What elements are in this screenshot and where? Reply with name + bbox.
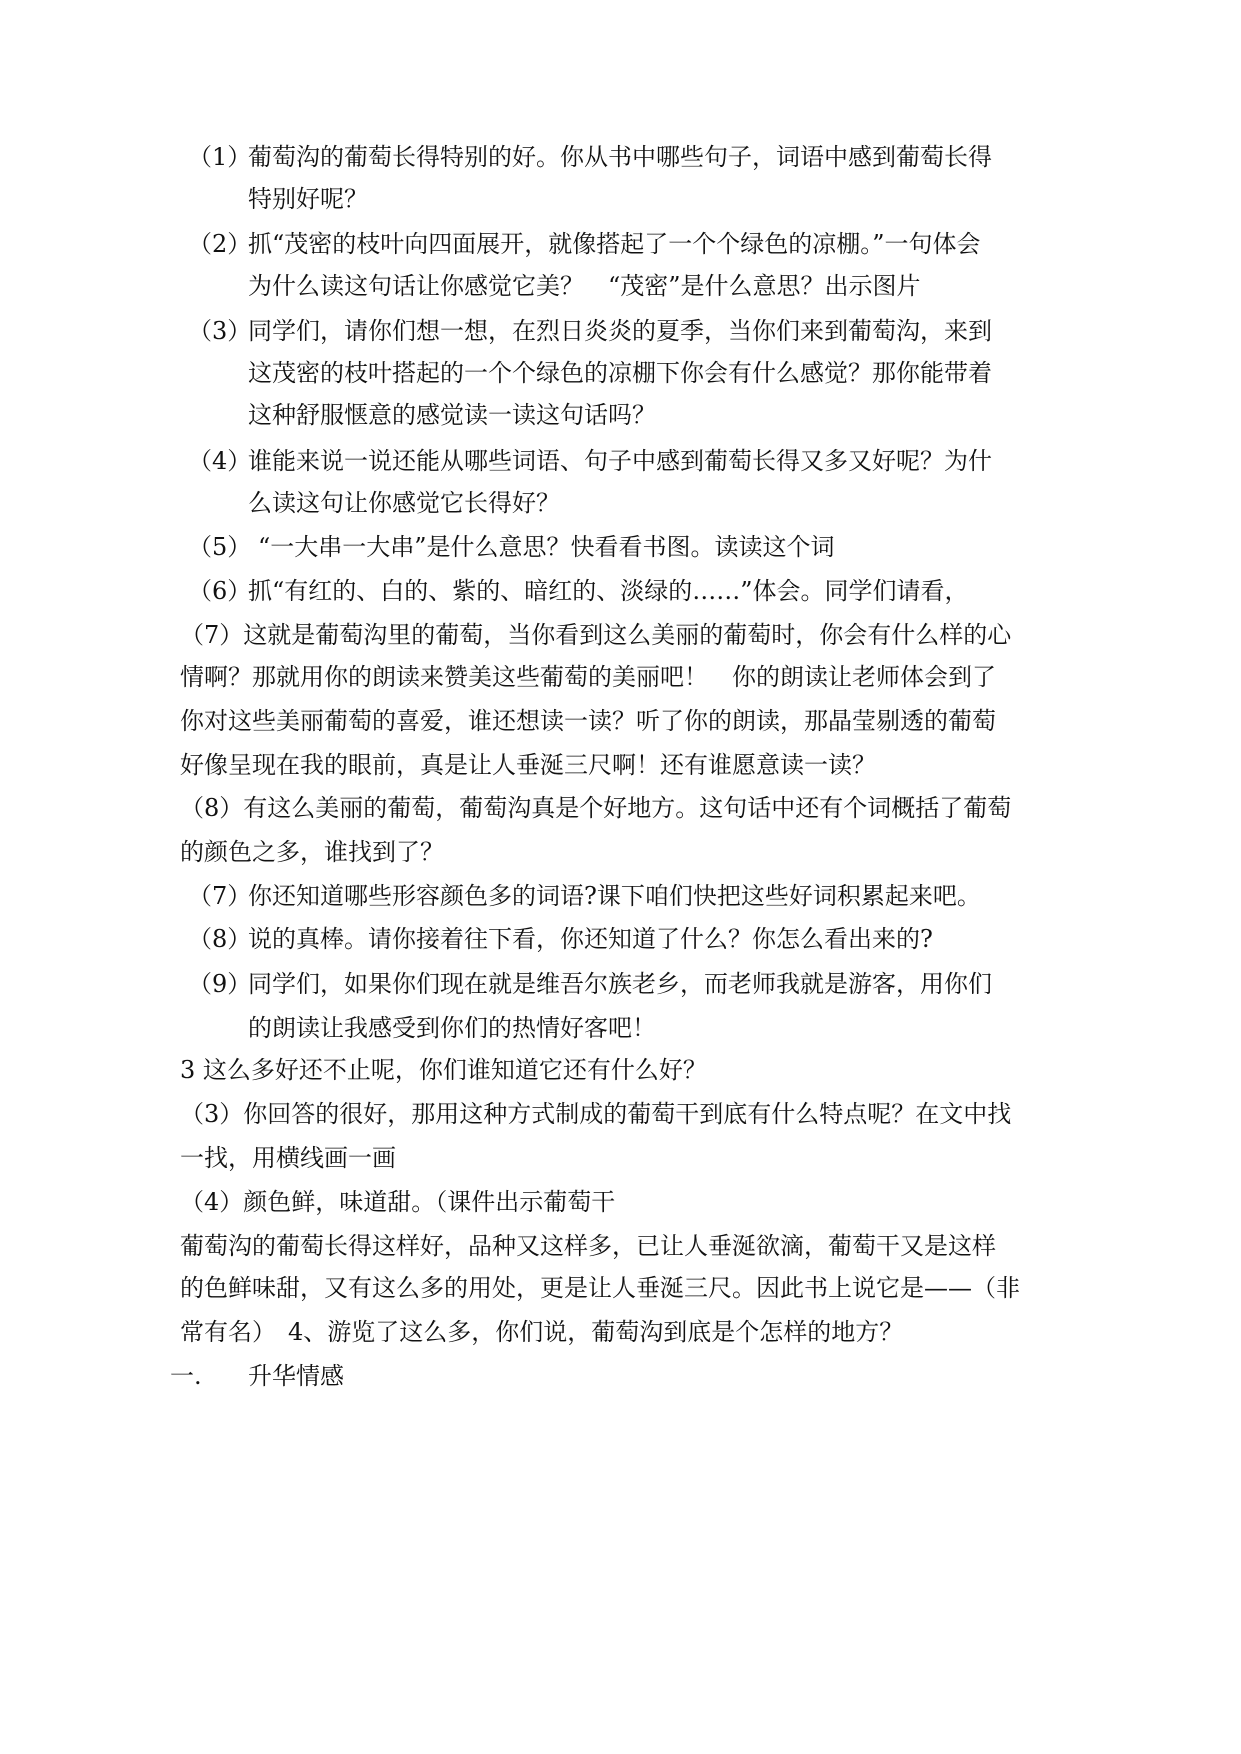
list-item-line: 的朗读让我感受到你们的热情好客吧！ <box>248 1014 656 1042</box>
list-item-line: 抓“茂密的枝叶向四面展开，就像搭起了一个个绿色的凉棚。”一句体会 <box>248 230 981 258</box>
paragraph-line: 葡萄沟的葡萄长得这样好，品种又这样多，已让人垂涎欲滴，葡萄干又是这样 <box>180 1232 996 1260</box>
list-item-line: 说的真棒。请你接着往下看，你还知道了什么？你怎么看出来的? <box>248 925 933 953</box>
list-item-number: （3） <box>188 317 252 345</box>
list-item-number: （4） <box>188 447 252 475</box>
paragraph-line: （3）你回答的很好，那用这种方式制成的葡萄干到底有什么特点呢？在文中找 <box>180 1100 1012 1128</box>
paragraph-line: （4）颜色鲜，味道甜。（课件出示葡萄干 <box>180 1188 616 1216</box>
list-item-line: 谁能来说一说还能从哪些词语、句子中感到葡萄长得又多又好呢？为什 <box>248 447 992 475</box>
paragraph-line: （7）这就是葡萄沟里的葡萄，当你看到这么美丽的葡萄时，你会有什么样的心 <box>180 621 1012 649</box>
paragraph-line: （8）有这么美丽的葡萄，葡萄沟真是个好地方。这句话中还有个词概括了葡萄 <box>180 794 1012 822</box>
paragraph-line: 一找，用横线画一画 <box>180 1144 396 1172</box>
list-item-line: 特别好呢？ <box>248 185 368 213</box>
list-item-line: 同学们，如果你们现在就是维吾尔族老乡，而老师我就是游客，用你们 <box>248 970 992 998</box>
paragraph-line: 你对这些美丽葡萄的喜爱，谁还想读一读？听了你的朗读，那晶莹剔透的葡萄 <box>180 707 996 735</box>
section-heading: 升华情感 <box>248 1362 344 1390</box>
list-item-line: “一大串一大串”是什么意思？快看看书图。读读这个词 <box>258 533 835 561</box>
list-item-number: （6） <box>188 577 252 605</box>
list-item-line: 抓“有红的、白的、紫的、暗红的、淡绿的……”体会。同学们请看， <box>248 577 969 605</box>
section-heading-number: 一. <box>170 1362 202 1390</box>
list-item-line: 为什么读这句话让你感觉它美？ “茂密”是什么意思？出示图片 <box>248 272 921 300</box>
paragraph-line: 常有名） 4、游览了这么多，你们说，葡萄沟到底是个怎样的地方？ <box>180 1318 904 1346</box>
list-item-line: 这茂密的枝叶搭起的一个个绿色的凉棚下你会有什么感觉？那你能带着 <box>248 359 992 387</box>
list-item-line: 你还知道哪些形容颜色多的词语?课下咱们快把这些好词积累起来吧。 <box>248 882 981 910</box>
list-item-line: 葡萄沟的葡萄长得特别的好。你从书中哪些句子，词语中感到葡萄长得 <box>248 143 992 171</box>
paragraph-line: 3 这么多好还不止呢，你们谁知道它还有什么好？ <box>180 1056 707 1084</box>
paragraph-line: 的颜色之多，谁找到了？ <box>180 838 444 866</box>
list-item-number: （5） <box>188 533 252 561</box>
list-item-number: （1） <box>188 143 252 171</box>
list-item-number: （9） <box>188 970 252 998</box>
list-item-line: 么读这句让你感觉它长得好？ <box>248 489 560 517</box>
list-item-number: （8） <box>188 925 252 953</box>
list-item-line: 这种舒服惬意的感觉读一读这句话吗？ <box>248 401 656 429</box>
list-item-line: 同学们，请你们想一想，在烈日炎炎的夏季，当你们来到葡萄沟，来到 <box>248 317 992 345</box>
paragraph-line: 情啊？那就用你的朗读来赞美这些葡萄的美丽吧！ 你的朗读让老师体会到了 <box>180 663 996 691</box>
list-item-number: （7） <box>188 882 252 910</box>
paragraph-line: 的色鲜味甜，又有这么多的用处，更是让人垂涎三尺。因此书上说它是——（非 <box>180 1274 1020 1302</box>
paragraph-line: 好像呈现在我的眼前，真是让人垂涎三尺啊！还有谁愿意读一读？ <box>180 751 876 779</box>
list-item-number: （2） <box>188 230 252 258</box>
